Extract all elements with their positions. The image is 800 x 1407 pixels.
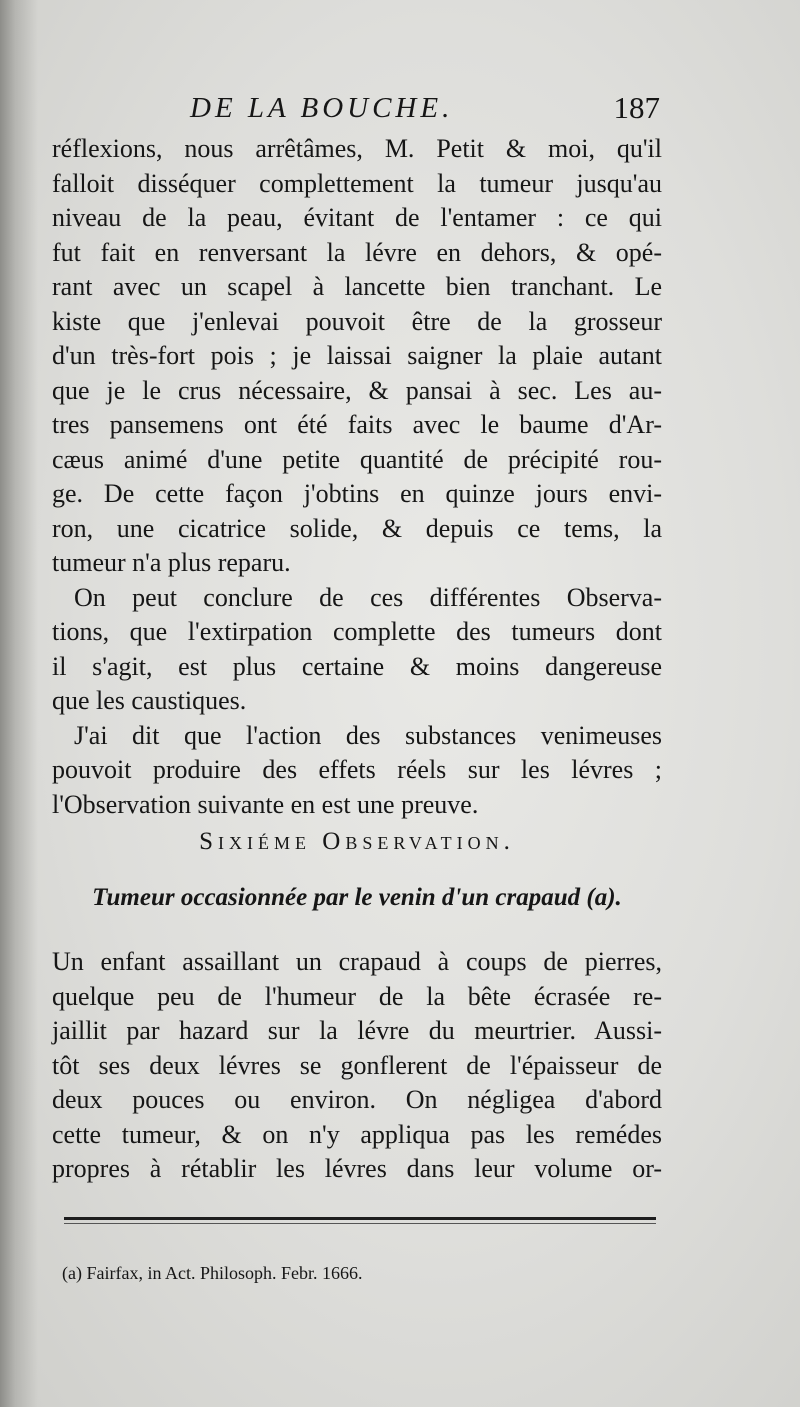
text-line: fut fait en renversant la lévre en dehors, & opé- [52,237,662,267]
text-line: cette tumeur, & on n'y appliqua pas les remédes [52,1119,662,1149]
section-heading: Sixiéme Observation. [199,828,515,855]
body-text-bottom [52,945,662,1187]
text-line: tumeur n'a plus reparu. [52,548,291,577]
text-line: tôt ses deux lévres se gonflerent de l'épaisseur de [52,1050,662,1080]
text-line: il s'agit, est plus certaine & moins dangereuse [52,651,662,681]
running-head: DE LA BOUCHE. [190,92,454,124]
text-line: J'ai dit que l'action des substances venimeuses [74,720,662,750]
text-line: d'un très-fort pois ; je laissai saigner la plaie autant [52,341,662,370]
text-line: que les caustiques. [52,686,247,715]
text-line: falloit disséquer complettement la tumeur jusqu'au [52,168,662,198]
text-line: propres à rétablir les lévres dans leur volume or- [52,1154,662,1183]
body-text-top [52,132,662,822]
text-line: kiste que j'enlevai pouvoit être de la grosseur [52,306,662,336]
text-line: jaillit par hazard sur la lévre du meurtrier. Aussi- [52,1016,662,1045]
text-line: que je le crus nécessaire, & pansai à sec. Les au- [52,375,662,405]
section-subtitle: Tumeur occasionnée par le venin d'un crapaud (a). [92,884,622,911]
text-line: quelque peu de l'humeur de la bête écrasée re- [52,981,662,1011]
text-line: cæus animé d'une petite quantité de précipité rou- [52,444,662,474]
text-line: Un enfant assaillant un crapaud à coups de pierres, [52,947,662,976]
text-line: On peut conclure de ces différentes Observa- [74,582,662,612]
text-line: tres pansemens ont été faits avec le baume d'Ar- [52,410,662,439]
text-line: deux pouces ou environ. On négligea d'abord [52,1085,662,1114]
footnote-rule [64,1217,656,1220]
footnote: (a) Fairfax, in Act. Philosoph. Febr. 1666. [62,1263,363,1283]
text-line: ge. De cette façon j'obtins en quinze jours envi- [52,479,662,508]
text-line: niveau de la peau, évitant de l'entamer : ce qui [52,203,662,232]
footnote-rule-thin [64,1223,656,1224]
text-line: tions, que l'extirpation complette des tumeurs dont [52,617,662,646]
text-line: l'Observation suivante en est une preuve. [52,789,479,819]
page-header [190,88,660,128]
text-line: réflexions, nous arrêtâmes, M. Petit & moi, qu'il [52,134,662,163]
text-line: ron, une cicatrice solide, & depuis ce tems, la [52,513,662,543]
page-number: 187 [613,90,660,125]
page-gutter-shadow [0,0,38,1407]
text-line: pouvoit produire des effets réels sur les lévres ; [52,755,662,784]
text-line: rant avec un scapel à lancette bien tranchant. Le [52,272,662,301]
